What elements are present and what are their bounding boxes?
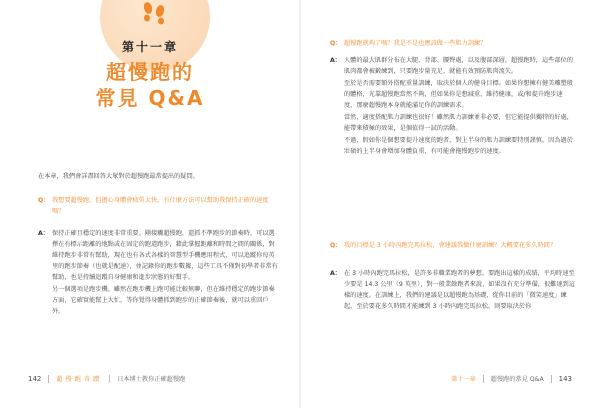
footer-chapter-title: 超慢跑的常見 Q&A	[490, 376, 544, 383]
chapter-intro: 在本章，我們會詳盡回答大眾對於超慢跑最常提出的疑問。	[38, 173, 199, 180]
answer-1	[38, 228, 278, 348]
footprint-icon	[138, 0, 170, 30]
answer-paragraph: 另一個選項是跑步機。雖然在跑步機上跑可能比較無聊，但在維持穩定的跑步節奏方面，它確實能幫上大忙，等你覺得身體抓到跑步的正確節奏後，就可以重回戶外。	[52, 286, 275, 315]
footer-right	[451, 374, 572, 383]
answer-tag: A：	[330, 270, 341, 277]
answer-3	[330, 268, 575, 348]
answer-paragraph: 當然，適度搭配肌力訓練也很好！雖然肌力訓練並非必要，但它能提供獨特的好處，能帶來積極的效果，是個值得一試的活動。	[344, 114, 573, 132]
answer-tag: A：	[330, 57, 341, 64]
answer-tag: A：	[38, 230, 49, 237]
chapter-title-line1: 超慢跑的	[106, 60, 194, 84]
question-1	[38, 195, 278, 219]
question-text: 超慢跑就夠了嗎？我是不是也應該做一些肌力訓練？	[344, 40, 487, 47]
question-text: 我的目標是 3 小時內跑完馬拉松，會建議我做什麼訓練？大概要花多久時間？	[344, 242, 557, 249]
question-tag: Q：	[330, 242, 342, 249]
footer-left	[28, 374, 185, 383]
chapter-number: 第十一章	[121, 40, 178, 54]
answer-paragraph: 人體的最大肌群分布在大腿、背部、腰臀處，以及腹部深層，超慢跑時，這些部位的肌肉都會被鍛練到，只要跑步量充足，就能有效預防肌肉流失。	[344, 57, 573, 75]
question-tag: Q：	[38, 197, 50, 204]
page-number: 143	[558, 375, 572, 383]
answer-paragraph: 不過，假如你是個想要提升速度的跑者，對上半身的肌力訓練要特別謹慎，因為過於壯碩的上半身會增加身體負重，有可能會拖慢跑步的速度。	[344, 137, 573, 155]
question-text: 我想要超慢跑，但擔心身體會疲勞太快，有什麼方法可以幫助我保持正確的速度嗎？	[52, 197, 269, 215]
book-brand: 超慢跑奇蹟	[56, 376, 103, 383]
chapter-title-line2: 常見 Q&A	[95, 86, 205, 110]
question-tag: Q：	[330, 40, 342, 47]
question-2	[330, 38, 575, 52]
right-page	[300, 0, 600, 408]
answer-paragraph: 至於是否需要額外搭配重量訓練，取決於個人的健身目標。如果你想擁有健美雕塑般的體格，光靠超慢跑當然不夠，但如果你是想減重、維持健康，或/和提升跑步速度，那麼超慢跑本身就能滿足你的訓練需求。	[344, 80, 573, 109]
answer-paragraph: 在 3 小時內跑完馬拉松，是許多非職業跑者的夢想。要跑出這樣的成績，平均時速至少要是 14.3 公里（9 英里），對一般業餘跑者來說，如果沒有充分準備，很難達到這樣的速度。在訓練上，我們的建議是以超慢跑為基礎，從你目前的「微笑速度」練起，至於要花多久時間才能練到 3 小時內跑完馬拉松，則要取決於你	[344, 270, 575, 310]
answer-paragraph: 保持正確且穩定的速度非常重要。剛接觸超慢跑，還抓不準跑步的節奏時，可以選擇在有標示距離的地點或在固定的跑道跑步，藉此掌握距離和時間之間的關係，對維持跑步非常有幫助，現在也有各式各樣的智慧型手機應用程式，可以追蹤你每英里的跑步節奏（也就是配速），並記錄你的跑步數據，這些工具不僅對初學者非常有幫助，也是持續追蹤自身健康和進步狀態的好幫手。	[52, 230, 278, 281]
footer-chapter: 第十一章	[450, 376, 476, 383]
answer-2	[330, 55, 575, 225]
question-3	[330, 240, 575, 264]
book-subtitle: 日本博士教你正確超慢跑	[117, 376, 186, 383]
page-number: 142	[28, 375, 42, 383]
